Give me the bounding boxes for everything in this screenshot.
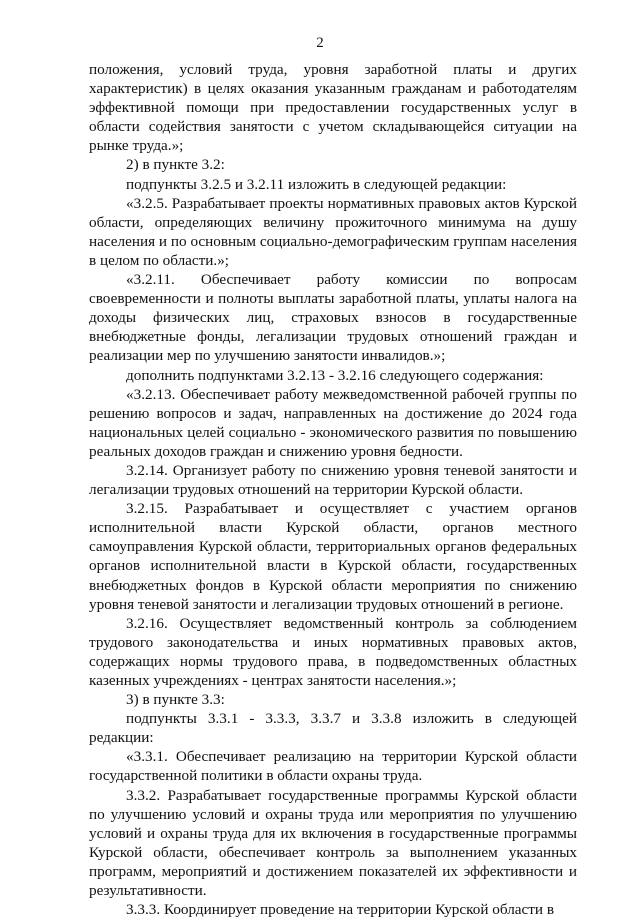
paragraph: «3.2.11. Обеспечивает работу комиссии по вопросам своевременности и полноты выплаты заработной платы, уплаты налога на доходы физических лиц, страховых взносов в государственные внебюджетные фонды, легализации трудовых отношений граждан и реализации мер по улучшению занятости инвалидов.»; xyxy=(89,271,577,365)
paragraph: 2) в пункте 3.2: xyxy=(126,156,225,174)
paragraph: «3.3.1. Обеспечивает реализацию на территории Курской области государственной политики в области охраны труда. xyxy=(89,748,577,785)
paragraph: подпункты 3.2.5 и 3.2.11 изложить в следующей редакции: xyxy=(126,175,507,193)
paragraph: «3.2.5. Разрабатывает проекты нормативных правовых актов Курской области, определяющих величину прожиточного минимума на душу населения и по основным социально-демографическим группам населения в целом по области.»; xyxy=(89,194,577,269)
document-body xyxy=(89,60,577,919)
paragraph: 3.2.15. Разрабатывает и осуществляет с участием органов исполнительной власти Курской области, органов местного самоуправления Курской области, территориальных органов федеральных органов исполнительной власти в Курской области, государственных внебюджетных фондов в Курской области мероприятия по снижению уровня теневой занятости и легализации трудовых отношений в регионе. xyxy=(89,500,577,613)
paragraph: 3.2.14. Организует работу по снижению уровня теневой занятости и легализации трудовых отношений на территории Курской области. xyxy=(89,461,577,499)
paragraph: 3.3.3. Координирует проведение на территории Курской области в xyxy=(126,901,555,919)
paragraph: дополнить подпунктами 3.2.13 - 3.2.16 следующего содержания: xyxy=(126,366,544,384)
paragraph: 3) в пункте 3.3: xyxy=(126,691,225,709)
paragraph: положения, условий труда, уровня заработной платы и других характеристик) в целях оказания указанным гражданам и работодателям эффективной помощи при предоставлении государственных услуг в области содействия занятости с учетом складывающейся ситуации на рынке труда.»; xyxy=(89,61,577,155)
paragraph: 3.2.16. Осуществляет ведомственный контроль за соблюдением трудового законодательства и иных нормативных правовых актов, содержащих нормы трудового права, в подведомственных областных казенных учреждениях - центрах занятости населения.»; xyxy=(89,614,577,689)
page-number: 2 xyxy=(316,35,324,51)
paragraph: подпункты 3.3.1 - 3.3.3, 3.3.7 и 3.3.8 изложить в следующей редакции: xyxy=(89,710,577,747)
paragraph: «3.2.13. Обеспечивает работу межведомственной рабочей группы по решению вопросов и задач, направленных на достижение до 2024 года национальных целей социально - экономического развития по повышению реальных доходов граждан и снижению уровня бедности. xyxy=(89,385,577,460)
paragraph: 3.3.2. Разрабатывает государственные программы Курской области по улучшению условий и охраны труда или мероприятия по улучшению условий и охраны труда для их включения в государственные программы Курской области, обеспечивает контроль за выполнением указанных программ, мероприятий и достижением показателей их эффективности и результативности. xyxy=(89,786,577,900)
